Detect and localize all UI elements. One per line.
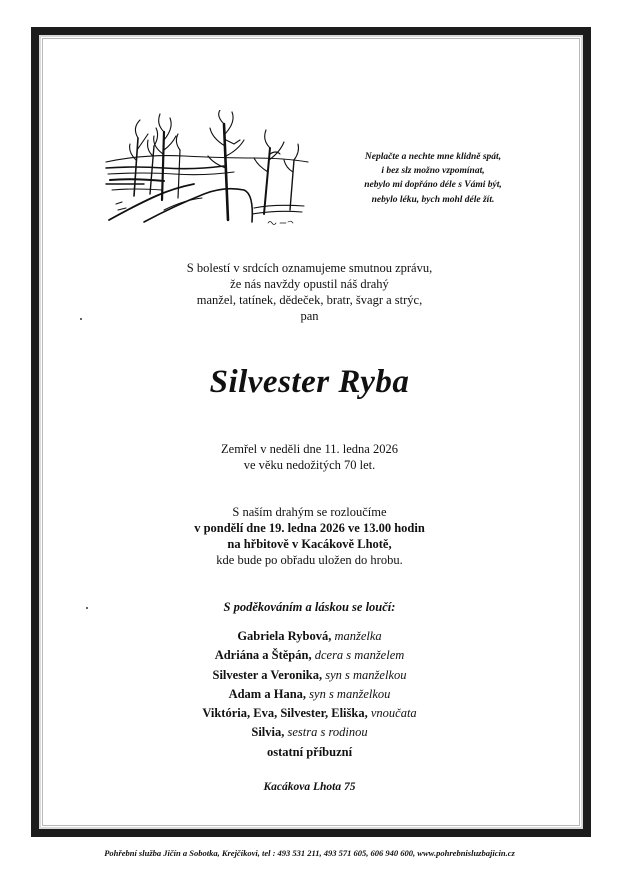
mourner-name: Viktória, Eva, Silvester, Eliška, bbox=[202, 706, 368, 721]
motto-line: i bez slz možno vzpomínat, bbox=[381, 166, 485, 177]
announcement-intro bbox=[0, 260, 619, 324]
thanks-heading: S poděkováním a láskou se loučí: bbox=[223, 600, 396, 614]
death-line: Zemřel v neděli dne 11. ledna 2026 bbox=[221, 442, 398, 456]
mourner-item bbox=[0, 743, 619, 762]
mourner-name: Gabriela Rybová, bbox=[237, 629, 332, 643]
funeral-date: v pondělí dne 19. ledna 2026 ve 13.00 hodin bbox=[194, 521, 425, 535]
mourner-name: ostatní příbuzní bbox=[266, 744, 353, 759]
funeral-info bbox=[0, 504, 619, 568]
mourner-name: Adam a Hana, bbox=[228, 686, 307, 701]
intro-line: pan bbox=[300, 309, 319, 323]
mourner-relation: vnoučata bbox=[370, 706, 417, 721]
deceased-name: Silvester Ryba bbox=[209, 364, 410, 400]
funeral-line: kde bude po obřadu uložen do hrobu. bbox=[216, 553, 403, 567]
motto-line: nebylo mi dopřáno déle s Vámi být, bbox=[364, 180, 502, 191]
mourner-relation: syn s manželkou bbox=[309, 686, 391, 701]
motto-line: Neplačte a nechte mne klidně spát, bbox=[364, 152, 502, 162]
mourner-item bbox=[0, 627, 619, 646]
intro-line: S bolestí v srdcích oznamujeme smutnou zprávu, bbox=[186, 261, 433, 275]
paper-speck bbox=[80, 318, 82, 320]
intro-line: že nás navždy opustil náš drahý bbox=[230, 277, 389, 291]
death-info bbox=[0, 441, 619, 473]
death-line: ve věku nedožitých 70 let. bbox=[243, 458, 376, 472]
mourners-list bbox=[0, 627, 619, 762]
mourner-relation: sestra s rodinou bbox=[287, 725, 368, 740]
mourner-relation: syn s manželkou bbox=[325, 667, 407, 682]
funeral-line: S naším drahým se rozloučíme bbox=[232, 505, 387, 519]
landscape-sketch-image bbox=[104, 110, 310, 228]
mourner-relation: dcera s manželem bbox=[314, 648, 405, 663]
intro-line: manžel, tatínek, dědeček, bratr, švagr a strýc, bbox=[196, 293, 423, 307]
funeral-place: na hřbitově v Kacákově Lhotě, bbox=[227, 537, 392, 551]
mourner-relation: manželka bbox=[334, 629, 382, 643]
mourner-item bbox=[0, 723, 619, 742]
funeral-service-footer: Pohřební služba Jičín a Sobotka, Krejčíkovi, tel : 493 531 211, 493 571 605, 606 940 600, www.pohrebnisluzbajicin.cz bbox=[104, 848, 515, 858]
memorial-motto bbox=[343, 150, 523, 207]
mourner-item bbox=[0, 646, 619, 665]
paper-speck bbox=[86, 607, 88, 609]
family-address: Kacákova Lhota 75 bbox=[263, 781, 356, 793]
mourner-name: Adriána a Štěpán, bbox=[214, 648, 312, 663]
motto-line: nebylo léku, bych mohl déle žít. bbox=[371, 194, 495, 205]
mourner-name: Silvia, bbox=[251, 725, 285, 740]
mourner-item bbox=[0, 704, 619, 723]
mourner-name: Silvester a Veronika, bbox=[212, 667, 323, 682]
mourner-item bbox=[0, 666, 619, 685]
mourner-item bbox=[0, 685, 619, 704]
